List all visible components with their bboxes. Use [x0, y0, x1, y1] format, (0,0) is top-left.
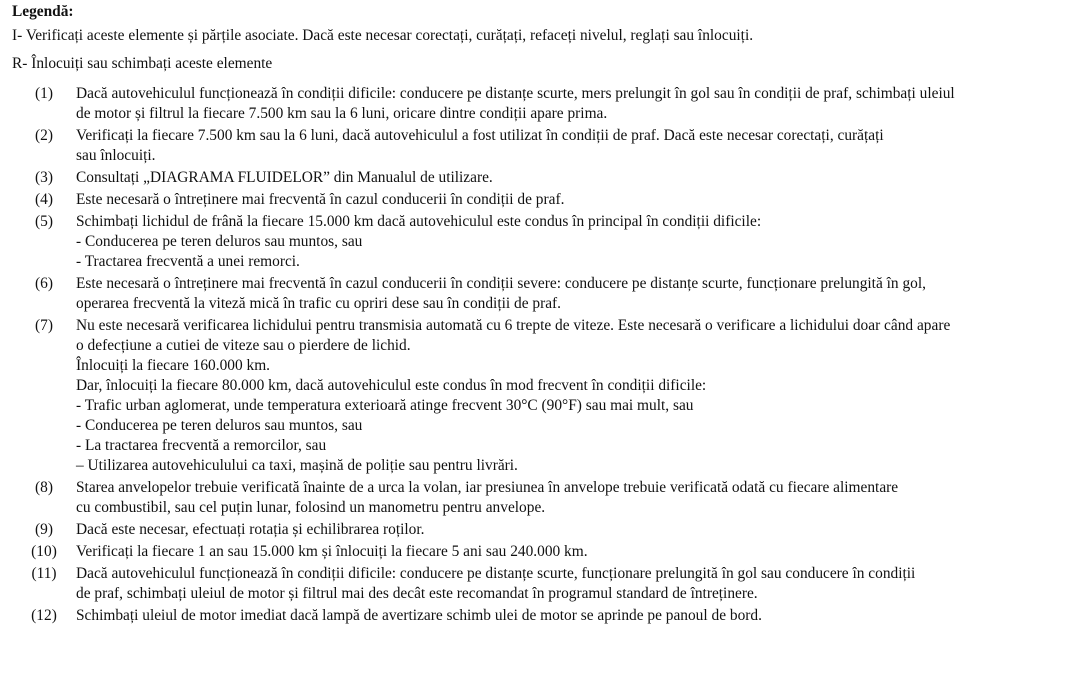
note-body — [66, 520, 1080, 540]
note-body — [66, 190, 1080, 210]
note-number: (5) — [35, 213, 53, 230]
note-line: Verificați la fiecare 7.500 km sau la 6 luni, dacă autovehiculul a fost utilizat în condiții de praf. Dacă este necesar corectați, curățați — [76, 127, 884, 144]
note-body — [66, 212, 1080, 272]
list-item — [12, 316, 1080, 476]
note-line: – Utilizarea autovehiculului ca taxi, mașină de poliție sau pentru livrări. — [76, 457, 518, 474]
note-line: Dacă autovehiculul funcționează în condiții dificile: conducere pe distanțe scurte, funcționare prelungită în gol sau conducere în condiții — [76, 565, 916, 582]
list-item — [12, 190, 1080, 210]
note-line: - Conducerea pe teren deluros sau muntos, sau — [76, 417, 363, 434]
list-item — [12, 606, 1080, 626]
note-number: (3) — [35, 169, 53, 186]
note-number: (2) — [35, 127, 53, 144]
list-item — [12, 478, 1080, 518]
note-number: (6) — [35, 275, 53, 292]
list-item — [12, 520, 1080, 540]
note-line: Dar, înlocuiți la fiecare 80.000 km, dacă autovehiculul este condus în mod frecvent în condiții dificile: — [76, 377, 707, 394]
list-item — [12, 212, 1080, 272]
note-line: cu combustibil, sau cel puțin lunar, folosind un manometru pentru anvelope. — [76, 499, 546, 516]
note-number: (11) — [31, 565, 57, 582]
note-number: (7) — [35, 317, 53, 334]
note-line: Nu este necesară verificarea lichidului pentru transmisia automată cu 6 trepte de viteze. Este necesară o verificare a lichidului doar când apare — [76, 317, 951, 334]
note-body — [66, 606, 1080, 626]
note-line: - La tractarea frecventă a remorcilor, sau — [76, 437, 327, 454]
note-number: (12) — [31, 607, 57, 624]
legend-title: Legendă: — [12, 3, 74, 20]
note-line: Schimbați uleiul de motor imediat dacă lampă de avertizare schimb ulei de motor se aprinde pe panoul de bord. — [76, 607, 762, 624]
note-line: Schimbați lichidul de frână la fiecare 15.000 km dacă autovehiculul este condus în principal în condiții dificile: — [76, 213, 762, 230]
note-body — [66, 168, 1080, 188]
note-line: Verificați la fiecare 1 an sau 15.000 km și înlocuiți la fiecare 5 ani sau 240.000 km. — [76, 543, 588, 560]
note-line: Dacă este necesar, efectuați rotația și echilibrarea roților. — [76, 521, 425, 538]
note-line: de praf, schimbați uleiul de motor și filtrul mai des decât este recomandat în programul standard de întreținere. — [76, 585, 758, 602]
list-item — [12, 274, 1080, 314]
note-line: operarea frecventă la viteză mică în trafic cu opriri dese sau în condiții de praf. — [76, 295, 561, 312]
note-line: Este necesară o întreținere mai frecventă în cazul conducerii în condiții severe: conducere pe distanțe scurte, funcționare prelungită în gol, — [76, 275, 926, 292]
note-body — [66, 274, 1080, 314]
note-body — [66, 84, 1080, 124]
list-item — [12, 168, 1080, 188]
note-number: (9) — [35, 521, 53, 538]
note-line: Este necesară o întreținere mai frecventă în cazul conducerii în condiții de praf. — [76, 191, 565, 208]
note-line: Consultați „DIAGRAMA FLUIDELOR” din Manualul de utilizare. — [76, 169, 493, 186]
list-item — [12, 564, 1080, 604]
note-line: - Conducerea pe teren deluros sau muntos, sau — [76, 233, 363, 250]
note-number: (1) — [35, 85, 53, 102]
note-body — [66, 542, 1080, 562]
note-line: - Trafic urban aglomerat, unde temperatura exterioară atinge frecvent 30°C (90°F) sau mai mult, sau — [76, 397, 694, 414]
list-item — [12, 126, 1080, 166]
note-body — [66, 126, 1080, 166]
note-line: sau înlocuiți. — [76, 147, 156, 164]
note-number: (8) — [35, 479, 53, 496]
list-item — [12, 84, 1080, 124]
note-number: (10) — [31, 543, 57, 560]
note-line: Dacă autovehiculul funcționează în condiții dificile: conducere pe distanțe scurte, mers prelungit în gol sau în condiții de praf, schimbați uleiul — [76, 85, 955, 102]
note-line: Starea anvelopelor trebuie verificată înainte de a urca la volan, iar presiunea în anvelope trebuie verificată odată cu fiecare alimentare — [76, 479, 899, 496]
notes-list — [12, 84, 1080, 626]
note-body — [66, 478, 1080, 518]
note-number: (4) — [35, 191, 53, 208]
list-item — [12, 542, 1080, 562]
note-body — [66, 564, 1080, 604]
legend-r-line: R- Înlocuiți sau schimbați aceste elemente — [12, 55, 273, 72]
legend-i-line: I- Verificați aceste elemente și părțile asociate. Dacă este necesar corectați, curățați, refaceți nivelul, reglați sau înlocuiți. — [12, 27, 754, 44]
note-body — [66, 316, 1080, 476]
note-line: o defecțiune a cutiei de viteze sau o pierdere de lichid. — [76, 337, 411, 354]
note-line: de motor și filtrul la fiecare 7.500 km sau la 6 luni, oricare dintre condiții apare prima. — [76, 105, 608, 122]
note-line: - Tractarea frecventă a unei remorci. — [76, 253, 300, 270]
note-line: Înlocuiți la fiecare 160.000 km. — [76, 357, 271, 374]
